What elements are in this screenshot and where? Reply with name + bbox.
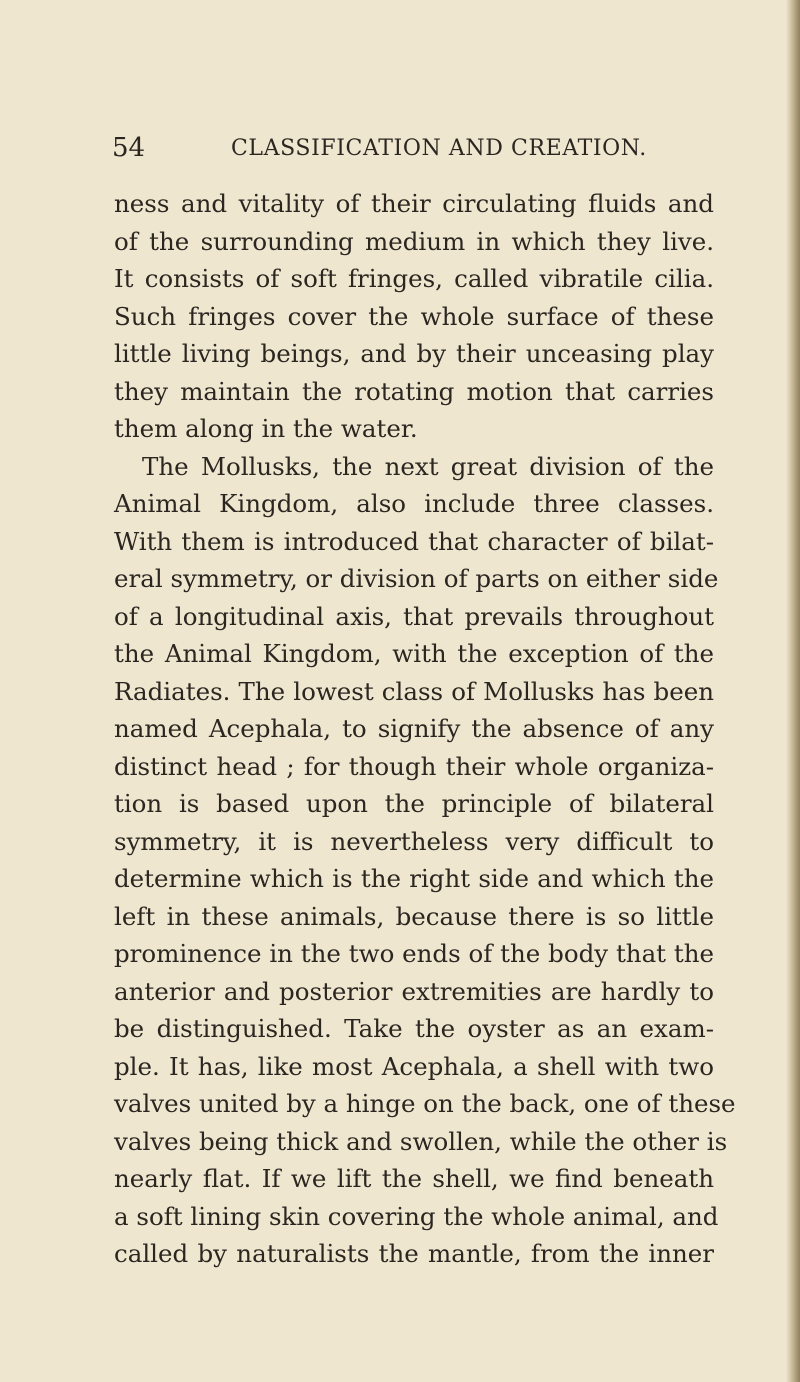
text-line: a soft lining skin covering the whole animal, and <box>114 1201 719 1231</box>
text-line: tion is based upon the principle of bilateral <box>114 789 714 818</box>
running-title: CLASSIFICATION AND CREATION. <box>231 136 647 161</box>
text-line: called by naturalists the mantle, from the inner <box>114 1239 714 1268</box>
text-line: Such fringes cover the whole surface of these <box>114 301 714 331</box>
text-line: Radiates. The lowest class of Mollusks has been <box>114 676 714 706</box>
text-line: eral symmetry, or division of parts on either side <box>114 564 719 593</box>
text-line: It consists of soft fringes, called vibratile cilia. <box>114 264 714 293</box>
text-line: valves being thick and swollen, while the other is <box>114 1126 728 1156</box>
text-line: they maintain the rotating motion that carries <box>114 376 714 406</box>
text-line: distinct head ; for though their whole organiza- <box>114 751 714 781</box>
text-line: The Mollusks, the next great division of the <box>142 451 714 481</box>
text-line: anterior and posterior extremities are hardly to <box>114 976 714 1006</box>
text-line: Animal Kingdom, also include three classes. <box>114 489 714 518</box>
text-line: nearly flat. If we lift the shell, we find beneath <box>114 1164 714 1193</box>
text-line: be distinguished. Take the oyster as an exam- <box>114 1014 714 1043</box>
text-line: With them is introduced that character of bilat- <box>114 526 714 556</box>
text-line: left in these animals, because there is so little <box>114 901 714 931</box>
text-line: ness and vitality of their circulating fluids and <box>114 189 714 218</box>
text-line: valves united by a hinge on the back, one of these <box>114 1089 736 1118</box>
page-edge-shadow <box>786 0 800 1382</box>
text-line: them along in the water. <box>114 414 418 443</box>
text-line: prominence in the two ends of the body that the <box>114 939 714 968</box>
text-line: determine which is the right side and which the <box>114 864 714 893</box>
text-line: of the surrounding medium in which they live. <box>114 226 714 256</box>
text-line: little living beings, and by their unceasing play <box>114 339 714 368</box>
page-number: 54 <box>112 133 146 163</box>
text-line: of a longitudinal axis, that prevails throughout <box>114 601 714 631</box>
text-line: symmetry, it is nevertheless very difficult to <box>114 826 714 856</box>
text-line: the Animal Kingdom, with the exception of the <box>114 639 714 668</box>
text-line: named Acephala, to signify the absence of any <box>114 714 714 743</box>
running-head <box>0 133 800 173</box>
text-line: ple. It has, like most Acephala, a shell with two <box>114 1051 714 1081</box>
body-text <box>114 185 736 1273</box>
